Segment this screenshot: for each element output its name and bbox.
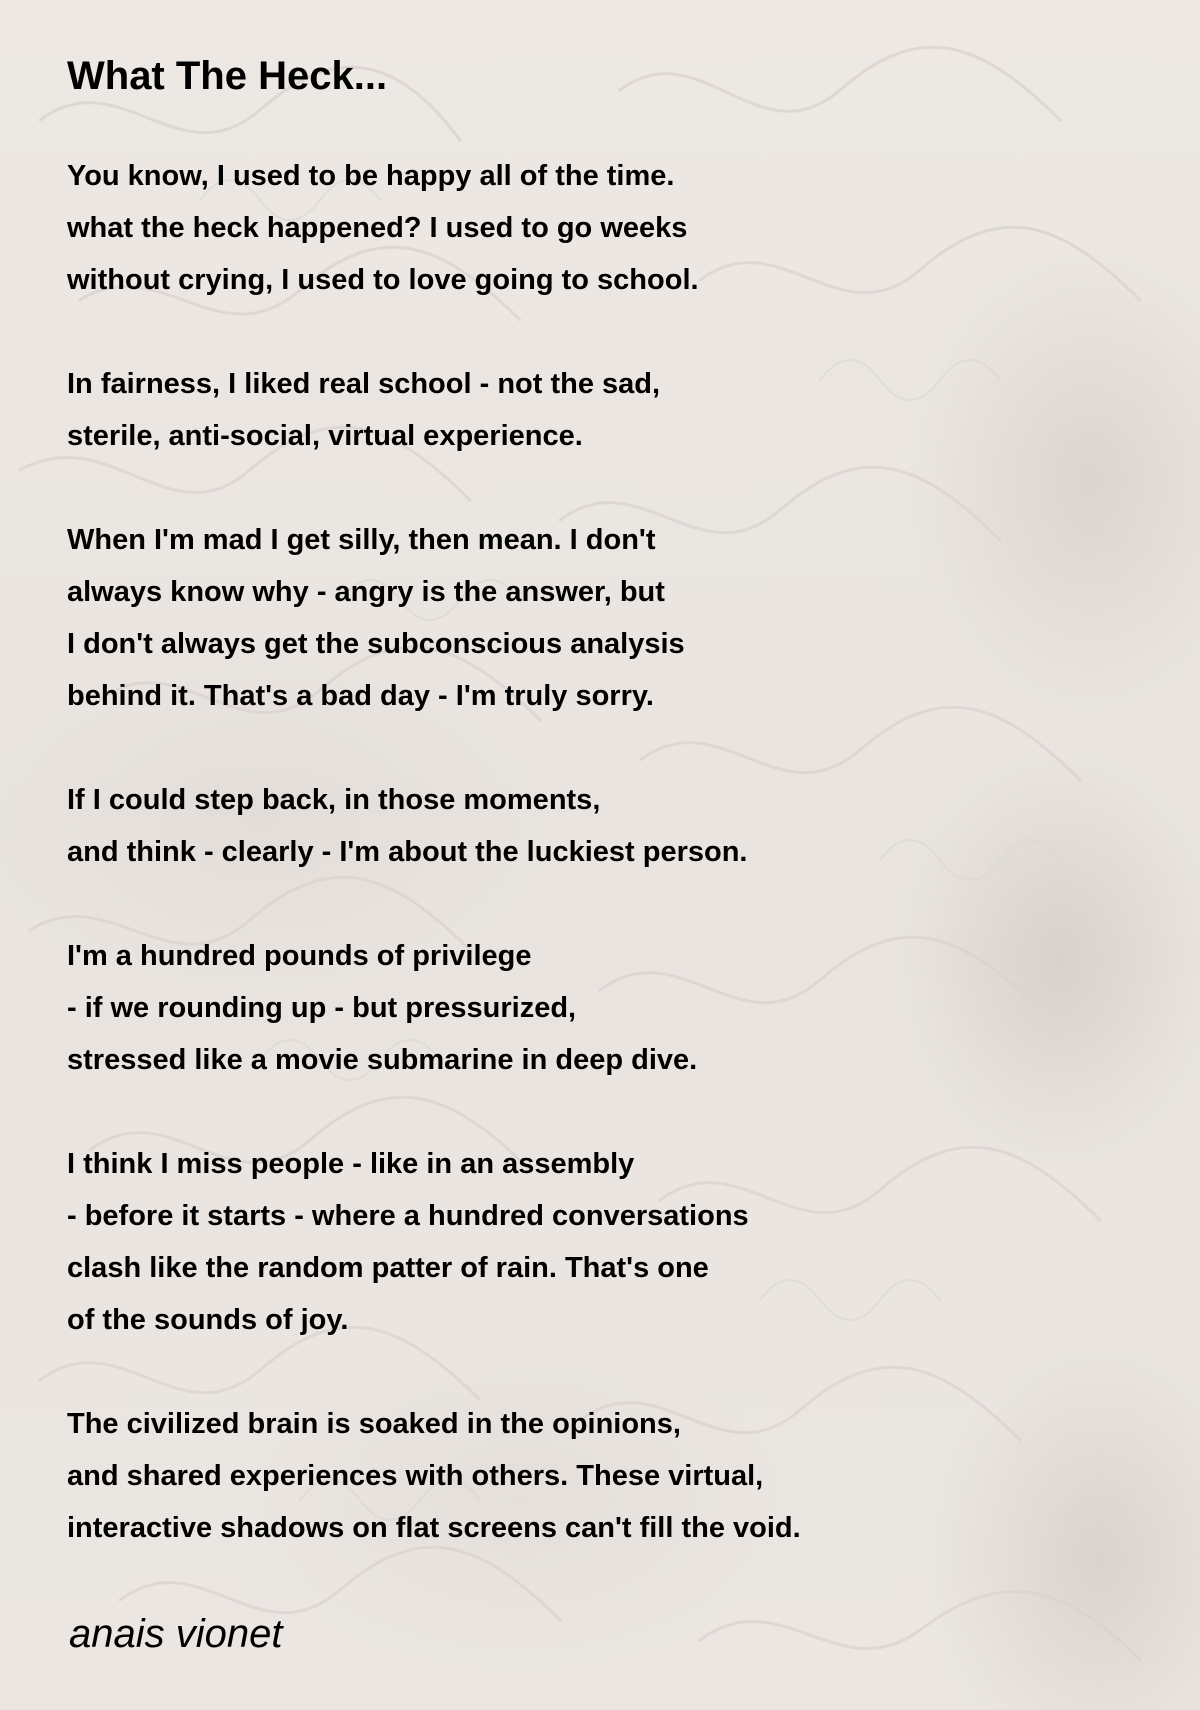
poem-line: of the sounds of joy. [67,1304,349,1336]
poem-line: I'm a hundred pounds of privilege [67,940,532,972]
poem-line: The civilized brain is soaked in the opinions, [67,1408,681,1440]
poem-line: - if we rounding up - but pressurized, [67,992,577,1024]
poem-line: I don't always get the subconscious analysis [67,628,685,660]
poem-stanza [67,774,1127,878]
poem-line: When I'm mad I get silly, then mean. I don't [67,524,656,556]
poem-line: without crying, I used to love going to school. [67,264,699,296]
poem-line: sterile, anti-social, virtual experience. [67,420,583,452]
poem-line: - before it starts - where a hundred conversations [67,1200,749,1232]
poem-line: and shared experiences with others. These virtual, [67,1460,764,1492]
poem-line: interactive shadows on flat screens can't fill the void. [67,1512,801,1544]
poem-stanza [67,1138,1127,1346]
poem-stanza [67,150,1127,306]
poem-line: If I could step back, in those moments, [67,784,601,816]
poem-line: I think I miss people - like in an assembly [67,1148,635,1180]
poem-line: what the heck happened? I used to go weeks [67,212,688,244]
poem-stanza [67,930,1127,1086]
poem-line: always know why - angry is the answer, but [67,576,665,608]
poem-title: What The Heck... [67,54,388,98]
poem-line: behind it. That's a bad day - I'm truly sorry. [67,680,654,712]
poem-stanza [67,514,1127,722]
poem-stanza [67,358,1127,462]
poem-line: stressed like a movie submarine in deep dive. [67,1044,698,1076]
poem-stanza [67,1398,1127,1554]
poem-line: clash like the random patter of rain. That's one [67,1252,709,1284]
poem-line: In fairness, I liked real school - not the sad, [67,368,661,400]
poem-line: and think - clearly - I'm about the luckiest person. [67,836,748,868]
poem-line: You know, I used to be happy all of the time. [67,160,675,192]
poem-author: anais vionet [69,1612,283,1656]
poem-body [67,150,1127,1606]
